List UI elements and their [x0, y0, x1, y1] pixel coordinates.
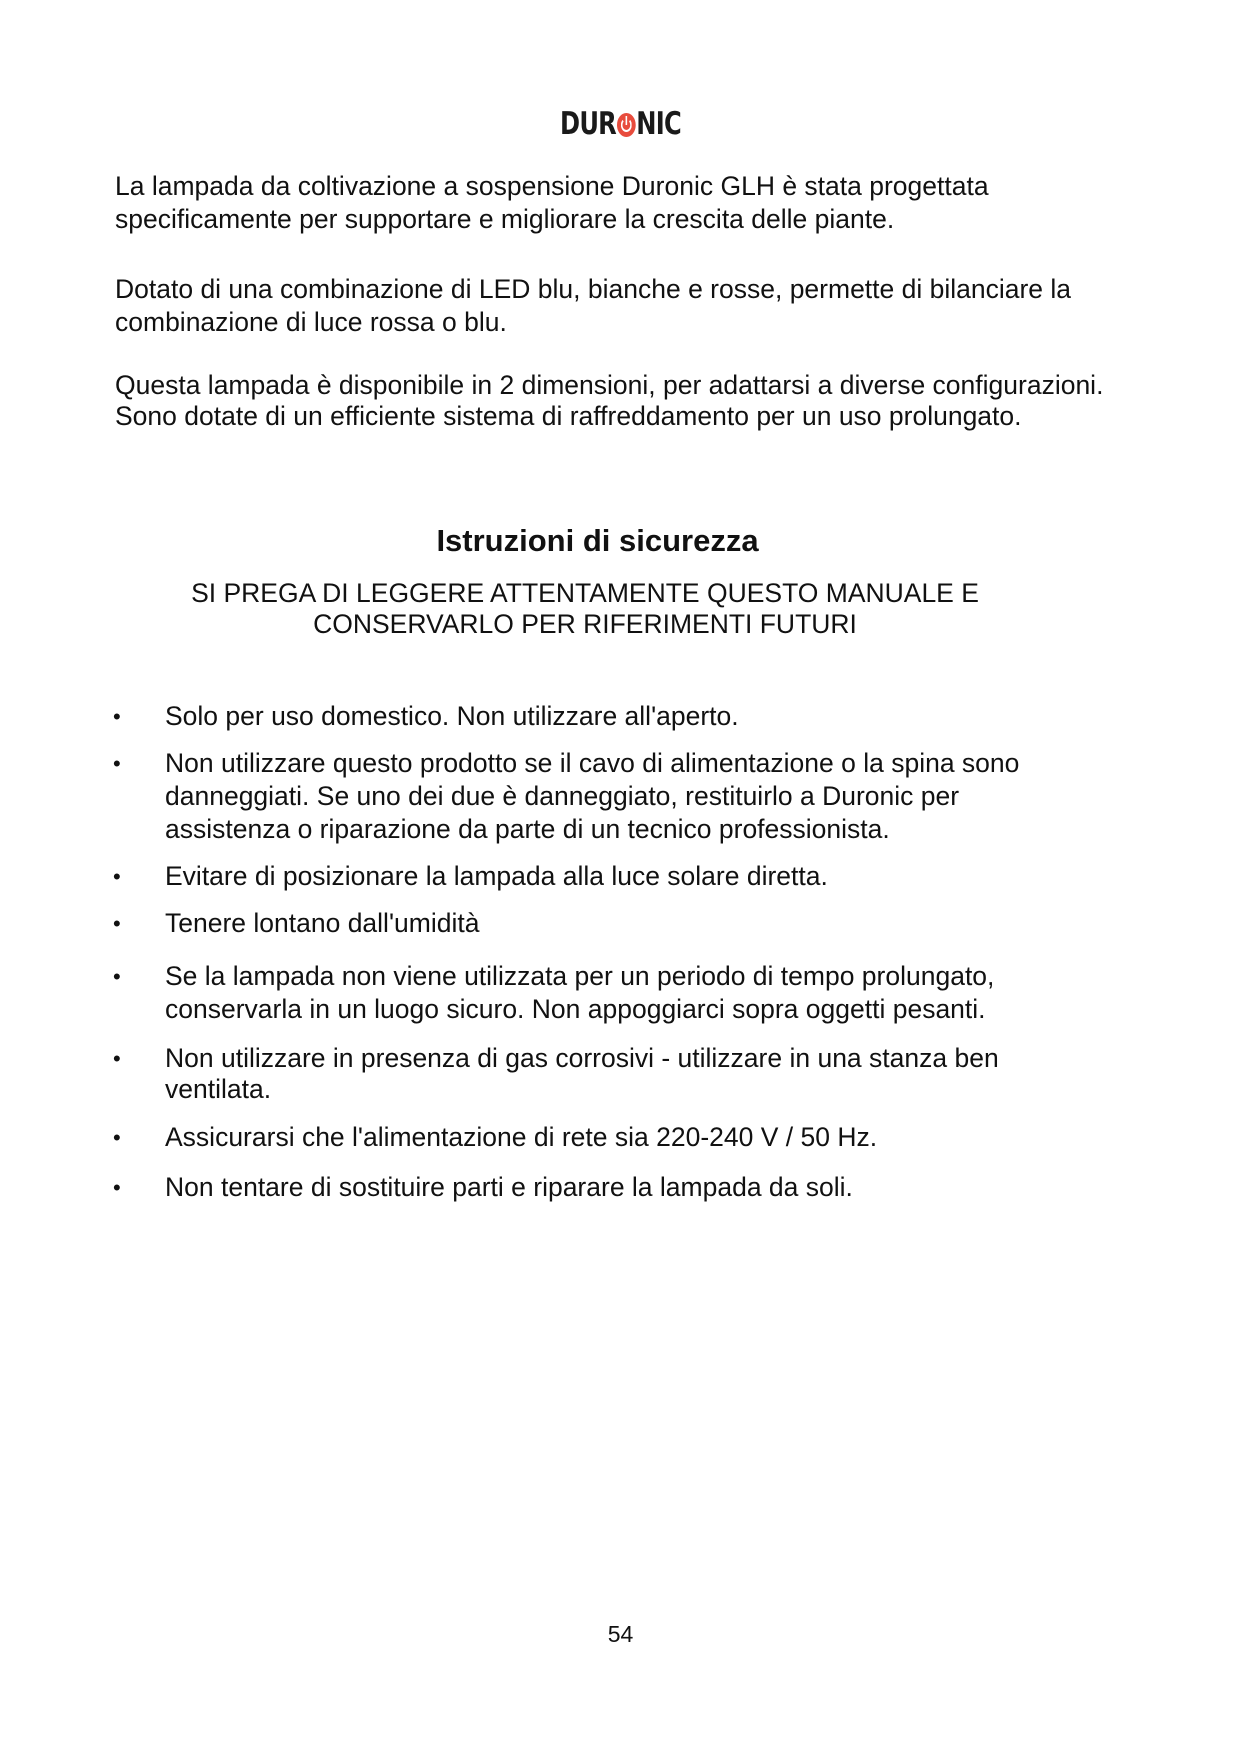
bullet-icon: •: [113, 1175, 121, 1200]
safety-warning: [0, 578, 1170, 640]
list-item-text: Non tentare di sostituire parti e riparare la lampada da soli.: [165, 1172, 853, 1202]
intro-paragraph-1: La lampada da coltivazione a sospensione Duronic GLH è stata progettata specificamente per supportare e migliorare la crescita delle piante.: [115, 171, 989, 234]
intro-paragraph-2: Dotato di una combinazione di LED blu, bianche e rosse, permette di bilanciare la combinazione di luce rossa o blu.: [115, 274, 1072, 337]
bullet-icon: •: [113, 911, 121, 936]
logo-text-left: DUR: [560, 106, 617, 142]
intro-paragraph-3: Questa lampada è disponibile in 2 dimensioni, per adattarsi a diverse configurazioni. Sono dotate di un efficiente sistema di raffreddamento per un uso prolungato.: [115, 370, 1104, 431]
power-icon: [617, 113, 636, 137]
bullet-icon: •: [113, 1125, 121, 1150]
bullet-icon: •: [113, 751, 121, 776]
list-item-text: Evitare di posizionare la lampada alla luce solare diretta.: [165, 861, 828, 891]
list-item-text: Solo per uso domestico. Non utilizzare all'aperto.: [165, 701, 739, 731]
safety-heading: Istruzioni di sicurezza: [436, 523, 759, 558]
warning-line-2: CONSERVARLO PER RIFERIMENTI FUTURI: [313, 609, 857, 639]
page-number: 54: [607, 1621, 634, 1647]
list-item-text: Tenere lontano dall'umidità: [165, 908, 480, 938]
bullet-icon: •: [113, 864, 121, 889]
bullet-icon: •: [113, 704, 121, 729]
list-item-text: Non utilizzare questo prodotto se il cavo di alimentazione o la spina sono danneggiati. Se uno dei due è danneggiato, restituirlo a Duronic per assistenza o riparazione da parte di un tecnico professionista.: [165, 748, 1020, 844]
warning-line-1: SI PREGA DI LEGGERE ATTENTAMENTE QUESTO MANUALE E: [191, 578, 979, 608]
bullet-icon: •: [113, 1046, 121, 1071]
logo-text-right: NIC: [636, 106, 681, 142]
list-item-text: Se la lampada non viene utilizzata per un periodo di tempo prolungato, conservarla in un luogo sicuro. Non appoggiarci sopra oggetti pesanti.: [165, 961, 995, 1024]
bullet-icon: •: [113, 964, 121, 989]
list-item-text: Non utilizzare in presenza di gas corrosivi - utilizzare in una stanza ben ventilata.: [165, 1043, 999, 1104]
list-item-text: Assicurarsi che l'alimentazione di rete sia 220-240 V / 50 Hz.: [165, 1122, 878, 1152]
duronic-logo: [137, 106, 1105, 142]
